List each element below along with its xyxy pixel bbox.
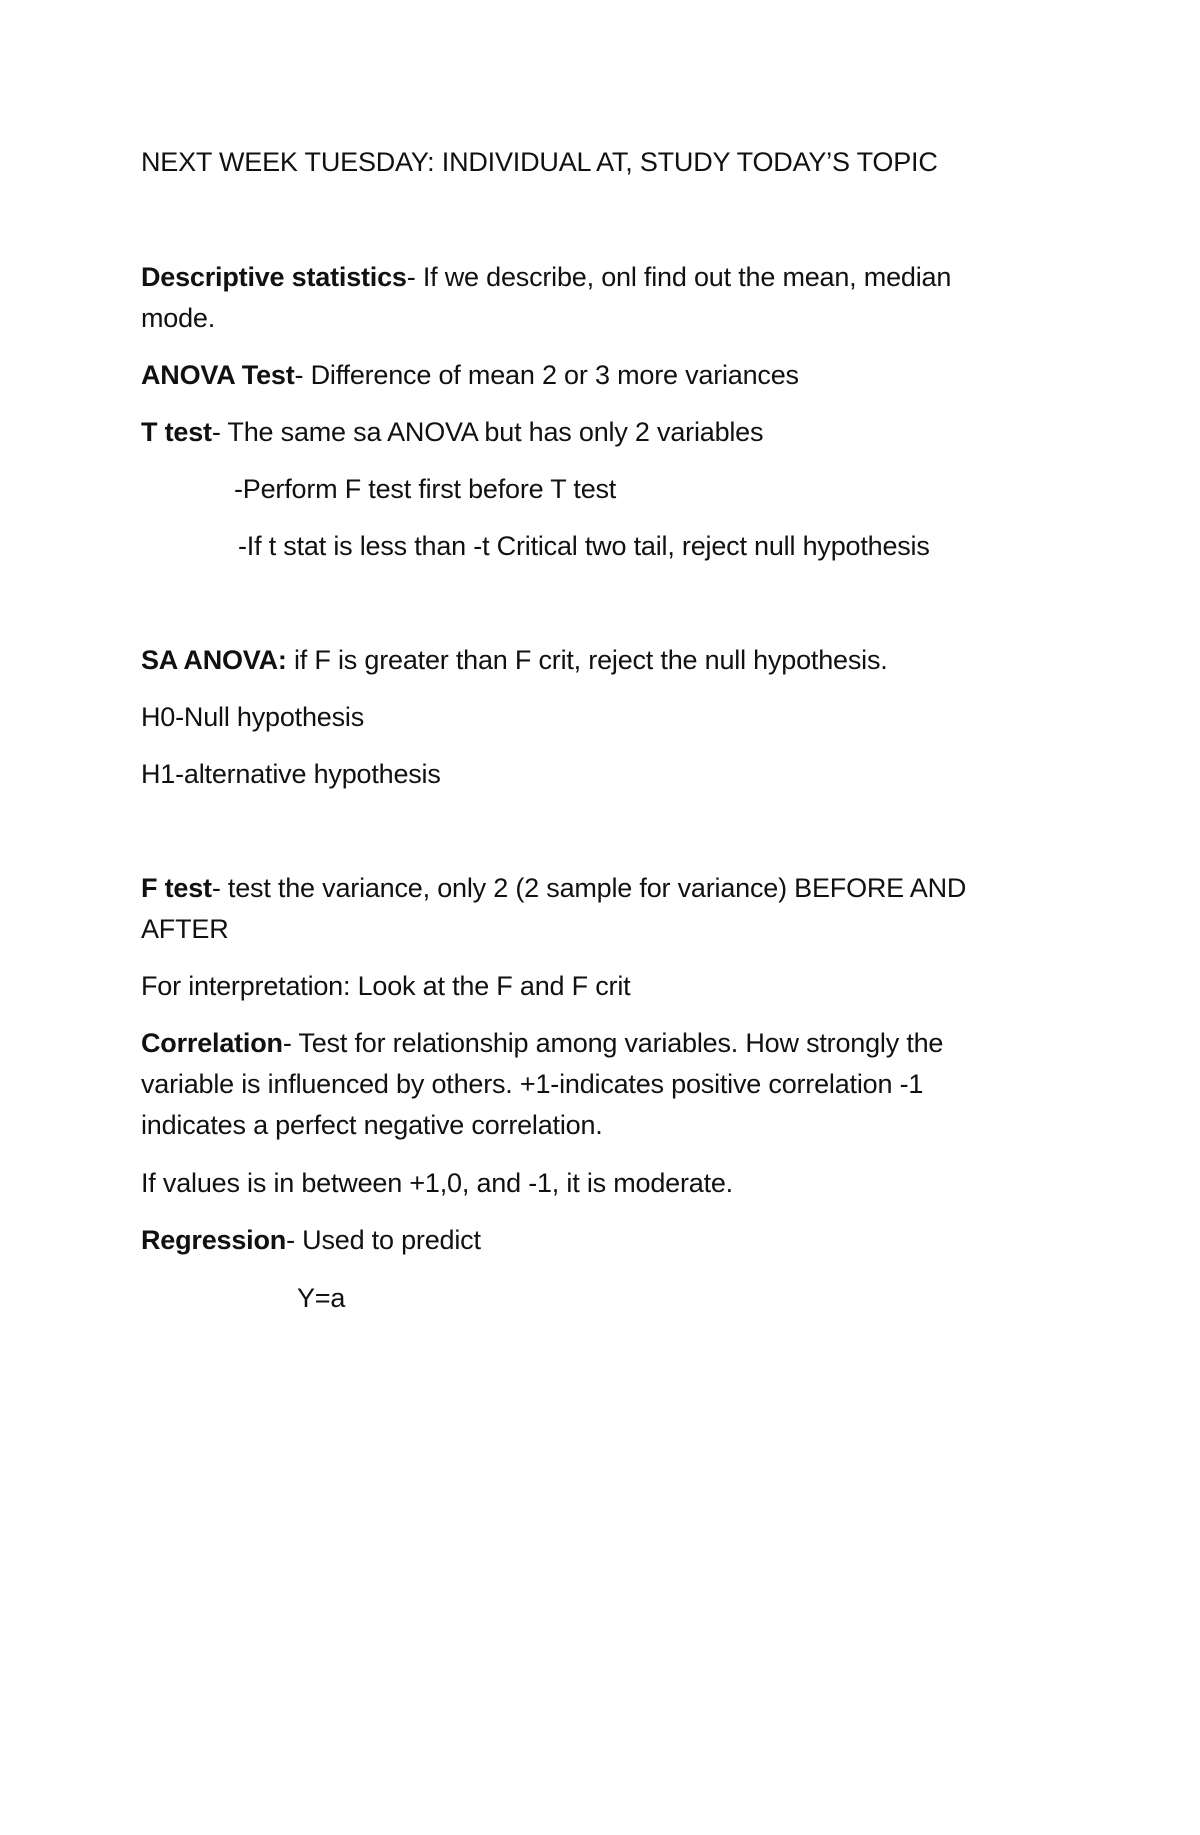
t-test-subpoint-1: -Perform F test first before T test bbox=[234, 474, 617, 504]
sa-anova-text: if F is greater than F crit, reject the null hypothesis. bbox=[286, 645, 888, 675]
descriptive-statistics-text: - If we describe, onl find out the mean, median mode. bbox=[141, 262, 952, 333]
regression-term: Regression bbox=[141, 1225, 287, 1255]
t-test-note bbox=[141, 412, 763, 453]
null-hypothesis-note: H0-Null hypothesis bbox=[141, 702, 364, 732]
alternative-hypothesis-note: H1-alternative hypothesis bbox=[141, 759, 441, 789]
regression-text: - Used to predict bbox=[286, 1225, 481, 1255]
correlation-note bbox=[141, 1023, 1031, 1146]
sa-anova-term: SA ANOVA: bbox=[141, 645, 287, 675]
t-test-text: - The same sa ANOVA but has only 2 variables bbox=[211, 417, 764, 447]
f-test-note bbox=[141, 868, 1031, 950]
regression-note bbox=[141, 1220, 481, 1261]
correlation-term: Correlation bbox=[141, 1028, 283, 1058]
correlation-text: - Test for relationship among variables. How strongly the variable is influenced by others. +1-indicates positive correlation -1 indicates a perfect negative correlation. bbox=[141, 1028, 944, 1140]
t-test-subpoint-2: -If t stat is less than -t Critical two tail, reject null hypothesis bbox=[238, 531, 930, 561]
moderate-note: If values is in between +1,0, and -1, it is moderate. bbox=[141, 1168, 733, 1198]
f-test-term: F test bbox=[141, 873, 212, 903]
descriptive-statistics-note bbox=[141, 257, 1031, 339]
interpretation-note: For interpretation: Look at the F and F crit bbox=[141, 971, 631, 1001]
anova-test-text: - Difference of mean 2 or 3 more variances bbox=[294, 360, 799, 390]
anova-test-note bbox=[141, 355, 799, 396]
regression-formula: Y=a bbox=[297, 1283, 346, 1313]
t-test-term: T test bbox=[141, 417, 212, 447]
f-test-text: - test the variance, only 2 (2 sample for variance) BEFORE AND AFTER bbox=[141, 873, 967, 944]
descriptive-statistics-term: Descriptive statistics bbox=[141, 262, 407, 292]
header-notice: NEXT WEEK TUESDAY: INDIVIDUAL AT, STUDY TODAY’S TOPIC bbox=[141, 147, 938, 177]
anova-test-term: ANOVA Test bbox=[141, 360, 295, 390]
sa-anova-note bbox=[141, 640, 888, 681]
